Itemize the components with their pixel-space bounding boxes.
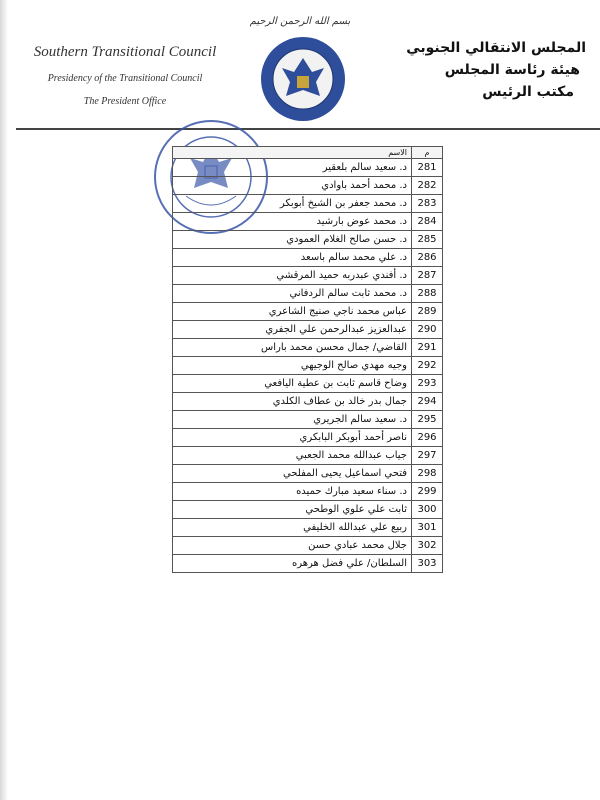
row-number-cell: 284	[412, 213, 443, 231]
row-number-cell: 296	[412, 429, 443, 447]
row-number-cell: 293	[412, 375, 443, 393]
row-name-cell: السلطان/ علي فضل هرهره	[173, 555, 412, 573]
table-header-row	[173, 147, 443, 159]
row-number-cell: 290	[412, 321, 443, 339]
row-name-cell: القاضي/ جمال محسن محمد باراس	[173, 339, 412, 357]
row-number-cell: 283	[412, 195, 443, 213]
english-subtitle: Presidency of the Transitional Council	[47, 73, 203, 84]
row-number-cell: 288	[412, 285, 443, 303]
table-row	[173, 357, 443, 375]
row-name-cell: جمال بدر خالد بن عطاف الكلدي	[173, 393, 412, 411]
table-row	[173, 285, 443, 303]
names-table-body	[173, 159, 443, 573]
row-name-cell: وجيه مهدي صالح الوجيهي	[173, 357, 412, 375]
names-table	[172, 146, 443, 573]
table-row	[173, 519, 443, 537]
row-number-cell: 295	[412, 411, 443, 429]
row-number-cell: 302	[412, 537, 443, 555]
arabic-letterhead	[406, 40, 586, 100]
row-name-cell: ناصر أحمد أبوبكر البابكري	[173, 429, 412, 447]
row-name-cell: د. محمد جعفر بن الشيخ أبوبكر	[173, 195, 412, 213]
table-row	[173, 195, 443, 213]
table-row	[173, 501, 443, 519]
row-number-cell: 300	[412, 501, 443, 519]
row-number-cell: 292	[412, 357, 443, 375]
row-name-cell: د. سناء سعيد مبارك حميده	[173, 483, 412, 501]
table-row	[173, 213, 443, 231]
table-row	[173, 177, 443, 195]
row-name-cell: د. محمد عوض بارشيد	[173, 213, 412, 231]
table-row	[173, 465, 443, 483]
row-name-cell: فتحي اسماعيل يحيى المفلحي	[173, 465, 412, 483]
row-name-cell: ربيع علي عبدالله الخليفي	[173, 519, 412, 537]
row-number-cell: 286	[412, 249, 443, 267]
arabic-office: مكتب الرئيس	[482, 84, 574, 100]
table-row	[173, 339, 443, 357]
table-row	[173, 555, 443, 573]
table-row	[173, 483, 443, 501]
basmala: بسم الله الرحمن الرحيم	[249, 16, 351, 27]
table-row	[173, 537, 443, 555]
arabic-subtitle: هيئة رئاسة المجلس	[444, 62, 580, 78]
row-number-cell: 299	[412, 483, 443, 501]
row-name-cell: د. سعيد سالم بلعقير	[173, 159, 412, 177]
row-name-cell: عباس محمد ناجي صنيج الشاعري	[173, 303, 412, 321]
header-divider	[16, 128, 600, 130]
column-header-number: م	[412, 147, 443, 159]
table-row	[173, 159, 443, 177]
row-name-cell: د. علي محمد سالم باسعد	[173, 249, 412, 267]
english-office: The President Office	[83, 96, 167, 107]
row-number-cell: 298	[412, 465, 443, 483]
row-number-cell: 294	[412, 393, 443, 411]
table-row	[173, 375, 443, 393]
row-name-cell: د. أفندي عبدربه حميد المرقشي	[173, 267, 412, 285]
row-number-cell: 282	[412, 177, 443, 195]
row-number-cell: 289	[412, 303, 443, 321]
row-name-cell: جياب عبدالله محمد الجعبي	[173, 447, 412, 465]
row-number-cell: 287	[412, 267, 443, 285]
table-row	[173, 249, 443, 267]
row-number-cell: 301	[412, 519, 443, 537]
english-title: Southern Transitional Council	[33, 44, 217, 60]
row-name-cell: ثابت علي علوي الوطحي	[173, 501, 412, 519]
table-row	[173, 447, 443, 465]
table-row	[173, 231, 443, 249]
row-number-cell: 303	[412, 555, 443, 573]
row-number-cell: 285	[412, 231, 443, 249]
table-row	[173, 321, 443, 339]
table-row	[173, 393, 443, 411]
arabic-title: المجلس الانتقالي الجنوبي	[406, 40, 586, 56]
row-name-cell: وضاح قاسم ثابت بن عطية اليافعي	[173, 375, 412, 393]
row-number-cell: 297	[412, 447, 443, 465]
row-name-cell: د. سعيد سالم الجريري	[173, 411, 412, 429]
table-row	[173, 429, 443, 447]
row-name-cell: د. محمد ثابت سالم الردفاني	[173, 285, 412, 303]
table-row	[173, 411, 443, 429]
row-number-cell: 281	[412, 159, 443, 177]
english-letterhead	[10, 44, 240, 107]
row-name-cell: د. حسن صالح الغلام العمودي	[173, 231, 412, 249]
row-name-cell: عبدالعزيز عبدالرحمن علي الجفري	[173, 321, 412, 339]
row-number-cell: 291	[412, 339, 443, 357]
table-row	[173, 267, 443, 285]
council-emblem-logo	[260, 36, 346, 122]
scan-edge	[0, 0, 8, 800]
row-name-cell: جلال محمد عبادي حسن	[173, 537, 412, 555]
row-name-cell: د. محمد أحمد باوادي	[173, 177, 412, 195]
table-row	[173, 303, 443, 321]
column-header-name: الاسم	[173, 147, 412, 159]
